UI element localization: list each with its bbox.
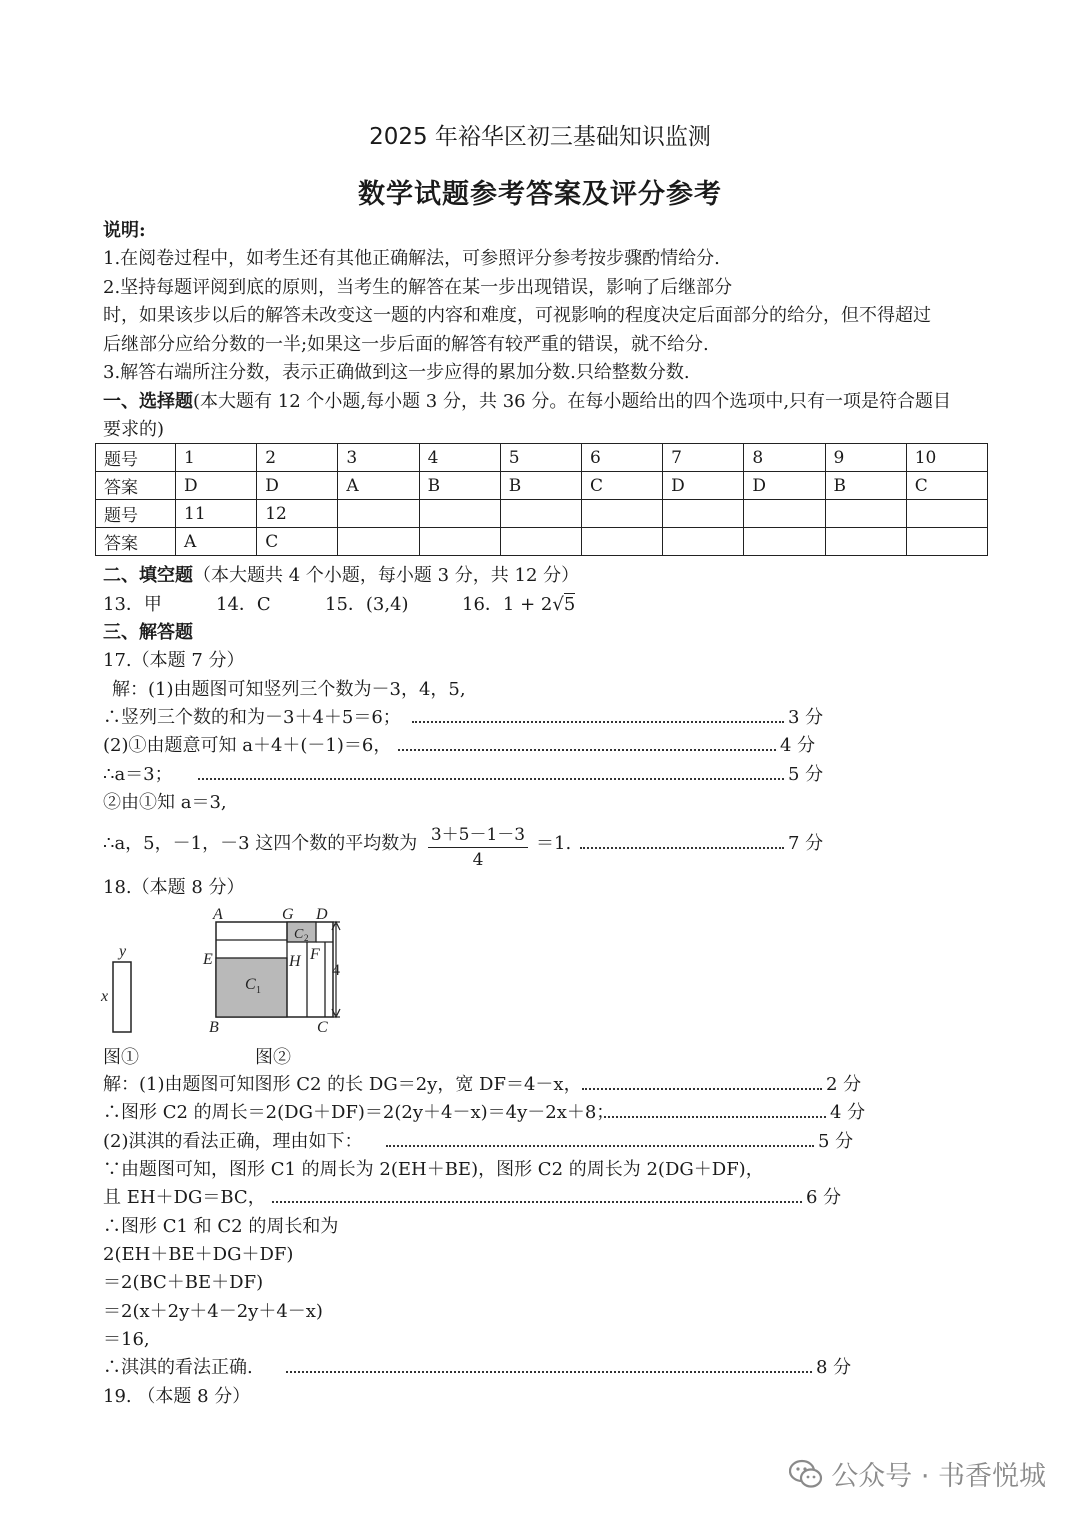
answer-table-cell: 7 <box>663 444 744 472</box>
answer-table-row-header: 答案 <box>96 472 176 500</box>
answer-table-cell <box>500 500 581 528</box>
q17-line6-post: ＝1. <box>536 833 572 854</box>
q17-head: 17.（本题 7 分） <box>103 650 245 671</box>
answer-table-row-header: 题号 <box>96 444 176 472</box>
q18-line6: ∴图形 C1 和 C2 的周长和为 <box>103 1216 339 1237</box>
wechat-icon <box>789 1459 823 1489</box>
fig2-caption: 图② <box>255 1047 291 1068</box>
q18-head: 18.（本题 8 分） <box>103 877 245 898</box>
q18-line5: 且 EH＋DG＝BC， <box>103 1187 266 1208</box>
leader-dots <box>272 1201 802 1203</box>
q18-line7: 2(EH＋BE＋DG＋DF) <box>103 1244 294 1265</box>
q18-line3: (2)淇淇的看法正确，理由如下： <box>103 1131 363 1152</box>
fig1-caption: 图① <box>103 1047 139 1068</box>
answer-table-cell: 8 <box>744 444 825 472</box>
fig1-label-y: y <box>119 943 127 960</box>
section1-desc-cont: 要求的) <box>103 419 165 440</box>
answer-13: 13．甲 <box>103 594 162 615</box>
answer-table-row-header: 答案 <box>96 528 176 556</box>
q18-line11: ∴淇淇的看法正确. <box>103 1357 253 1378</box>
q18-figures <box>95 900 355 1040</box>
label-d: D <box>316 906 328 923</box>
fig1-label-x: x <box>101 988 109 1005</box>
q18-score-3: 5 分 <box>818 1131 854 1152</box>
answer-table-row <box>96 444 988 472</box>
answer-table-cell: D <box>257 472 338 500</box>
q17-score-2: 3 分 <box>788 707 824 728</box>
answer-table-cell: C <box>257 528 338 556</box>
answer-table-cell <box>419 528 500 556</box>
answer-table <box>95 443 988 556</box>
radicand: 5 <box>563 594 576 615</box>
label-e: E <box>203 951 213 968</box>
section1-intro <box>103 390 951 414</box>
answer-table-cell: 6 <box>581 444 662 472</box>
answer-table-cell: 12 <box>257 500 338 528</box>
answer-16 <box>462 593 575 617</box>
section1-heading: 一、选择题 <box>103 391 193 412</box>
label-length-4: 4 <box>332 962 340 979</box>
answer-table-cell: D <box>744 472 825 500</box>
q17-line3: (2)①由题意可知 a＋4＋(－1)＝6， <box>103 735 392 756</box>
section2-heading: 二、填空题 <box>103 565 193 586</box>
answer-table-cell <box>744 528 825 556</box>
answer-table-cell: B <box>419 472 500 500</box>
q18-score-2: 4 分 <box>830 1102 866 1123</box>
answer-table-cell: B <box>825 472 906 500</box>
q17-line1: 解：(1)由题图可知竖列三个数为－3，4，5, <box>112 679 466 700</box>
label-c2: C <box>294 927 304 942</box>
answer-table-cell <box>825 528 906 556</box>
leader-dots <box>580 847 784 849</box>
answer-15: 15．(3,4) <box>325 594 409 615</box>
q18-line10: ＝16, <box>103 1329 150 1350</box>
fraction-denominator: 4 <box>472 850 484 870</box>
label-f: F <box>310 946 320 963</box>
note-2a: 2.坚持每题评阅到底的原则，当考生的解答在某一步出现错误，影响了后继部分 <box>103 277 733 298</box>
q18-score-1: 2 分 <box>826 1074 862 1095</box>
answer-key-title: 数学试题参考答案及评分参考 <box>358 179 722 210</box>
answer-table-cell <box>338 500 419 528</box>
answer-table-cell: C <box>581 472 662 500</box>
leader-dots <box>386 1145 814 1147</box>
note-2b: 时，如果该步以后的解答未改变这一题的内容和难度，可视影响的程度决定后面部分的给分，但不得超过 <box>103 305 931 326</box>
answer-table-cell: A <box>176 528 257 556</box>
note-2c: 后继部分应给分数的一半;如果这一步后面的解答有较严重的错误，就不给分. <box>103 334 709 355</box>
answer-table-row <box>96 472 988 500</box>
fraction-numerator: 3＋5－1－3 <box>428 820 528 848</box>
label-c1-sub: 1 <box>256 985 261 996</box>
answer-14: 14．C <box>216 594 271 615</box>
label-a: A <box>213 906 223 923</box>
leader-dots <box>286 1371 812 1373</box>
answer-table-cell <box>825 500 906 528</box>
answer-table-row <box>96 528 988 556</box>
answer-table-cell: 10 <box>906 444 987 472</box>
answer-table-cell <box>419 500 500 528</box>
q18-line4: ∵由题图可知，图形 C1 的周长为 2(EH＋BE)，图形 C2 的周长为 2(DG＋DF)， <box>103 1159 764 1180</box>
q19-head: 19. （本题 8 分） <box>103 1386 251 1407</box>
answer-table-cell <box>906 528 987 556</box>
q17-line5: ②由①知 a＝3, <box>103 792 227 813</box>
answer-table-cell: B <box>500 472 581 500</box>
answer-table-row-header: 题号 <box>96 500 176 528</box>
answer-table-cell <box>906 500 987 528</box>
note-1: 1.在阅卷过程中，如考生还有其他正确解法，可参照评分参考按步骤酌情给分. <box>103 248 720 269</box>
section3-heading: 三、解答题 <box>103 622 193 643</box>
leader-dots <box>582 1088 822 1090</box>
q17-line6-pre: ∴a，5，－1，－3 这四个数的平均数为 <box>103 833 418 854</box>
average-fraction <box>428 820 528 870</box>
q17-line4: ∴a＝3； <box>103 764 173 785</box>
q18-line2: ∴图形 C2 的周长＝2(DG＋DF)＝2(2y＋4－x)＝4y－2x＋8； <box>103 1102 615 1123</box>
q17-line2: ∴竖列三个数的和为－3＋4＋5＝6； <box>103 707 401 728</box>
exam-title: 2025 年裕华区初三基础知识监测 <box>369 124 711 150</box>
answer-table-cell: A <box>338 472 419 500</box>
answer-table-cell: 11 <box>176 500 257 528</box>
leader-dots <box>398 749 776 751</box>
notes-heading: 说明: <box>103 220 146 241</box>
q17-score-3: 4 分 <box>780 735 816 756</box>
answer-table-row <box>96 500 988 528</box>
q17-score-4: 5 分 <box>788 764 824 785</box>
answer-table-cell: D <box>176 472 257 500</box>
section2-intro <box>103 564 579 588</box>
answer-16-prefix: 16．1 + 2 <box>462 594 553 615</box>
answer-table-cell <box>338 528 419 556</box>
answer-table-cell <box>581 528 662 556</box>
label-h: H <box>289 953 301 970</box>
q18-score-11: 8 分 <box>816 1357 852 1378</box>
section1-desc: (本大题有 12 个小题,每小题 3 分，共 36 分。在每小题给出的四个选项中,只有一项是符合题目 <box>193 391 952 412</box>
answer-table-cell: 5 <box>500 444 581 472</box>
q17-score-6: 7 分 <box>788 833 824 854</box>
q18-score-5: 6 分 <box>806 1187 842 1208</box>
section2-desc: （本大题共 4 个小题，每小题 3 分，共 12 分） <box>193 565 580 586</box>
leader-dots <box>412 721 784 723</box>
label-c1: C <box>245 976 256 993</box>
note-3: 3.解答右端所注分数，表示正确做到这一步应得的累加分数.只给整数分数. <box>103 362 690 383</box>
label-c: C <box>317 1019 328 1036</box>
answer-table-cell <box>663 528 744 556</box>
answer-table-cell <box>581 500 662 528</box>
watermark-text: 公众号 · 书香悦城 <box>831 1461 1046 1492</box>
answer-table-cell <box>744 500 825 528</box>
answer-table-cell: 3 <box>338 444 419 472</box>
answer-table-cell: 4 <box>419 444 500 472</box>
q18-line1: 解：(1)由题图可知图形 C2 的长 DG＝2y，宽 DF＝4－x， <box>103 1074 582 1095</box>
answer-table-cell: D <box>663 472 744 500</box>
leader-dots <box>198 778 784 780</box>
answer-table-cell: 9 <box>825 444 906 472</box>
label-c2-sub: 2 <box>304 933 309 943</box>
q18-line9: ＝2(x＋2y＋4－2y＋4－x) <box>103 1301 323 1322</box>
q18-line8: ＝2(BC＋BE＋DF) <box>103 1272 264 1293</box>
answer-table-cell: C <box>906 472 987 500</box>
leader-dots <box>604 1116 826 1118</box>
label-g: G <box>282 906 294 923</box>
label-b: B <box>209 1019 219 1036</box>
answer-table-cell: 1 <box>176 444 257 472</box>
fig1-rect <box>113 962 131 1032</box>
answer-table-cell <box>663 500 744 528</box>
watermark <box>789 1454 1046 1493</box>
answer-table-cell <box>500 528 581 556</box>
sqrt-sign: √ <box>552 594 564 615</box>
answer-table-cell: 2 <box>257 444 338 472</box>
